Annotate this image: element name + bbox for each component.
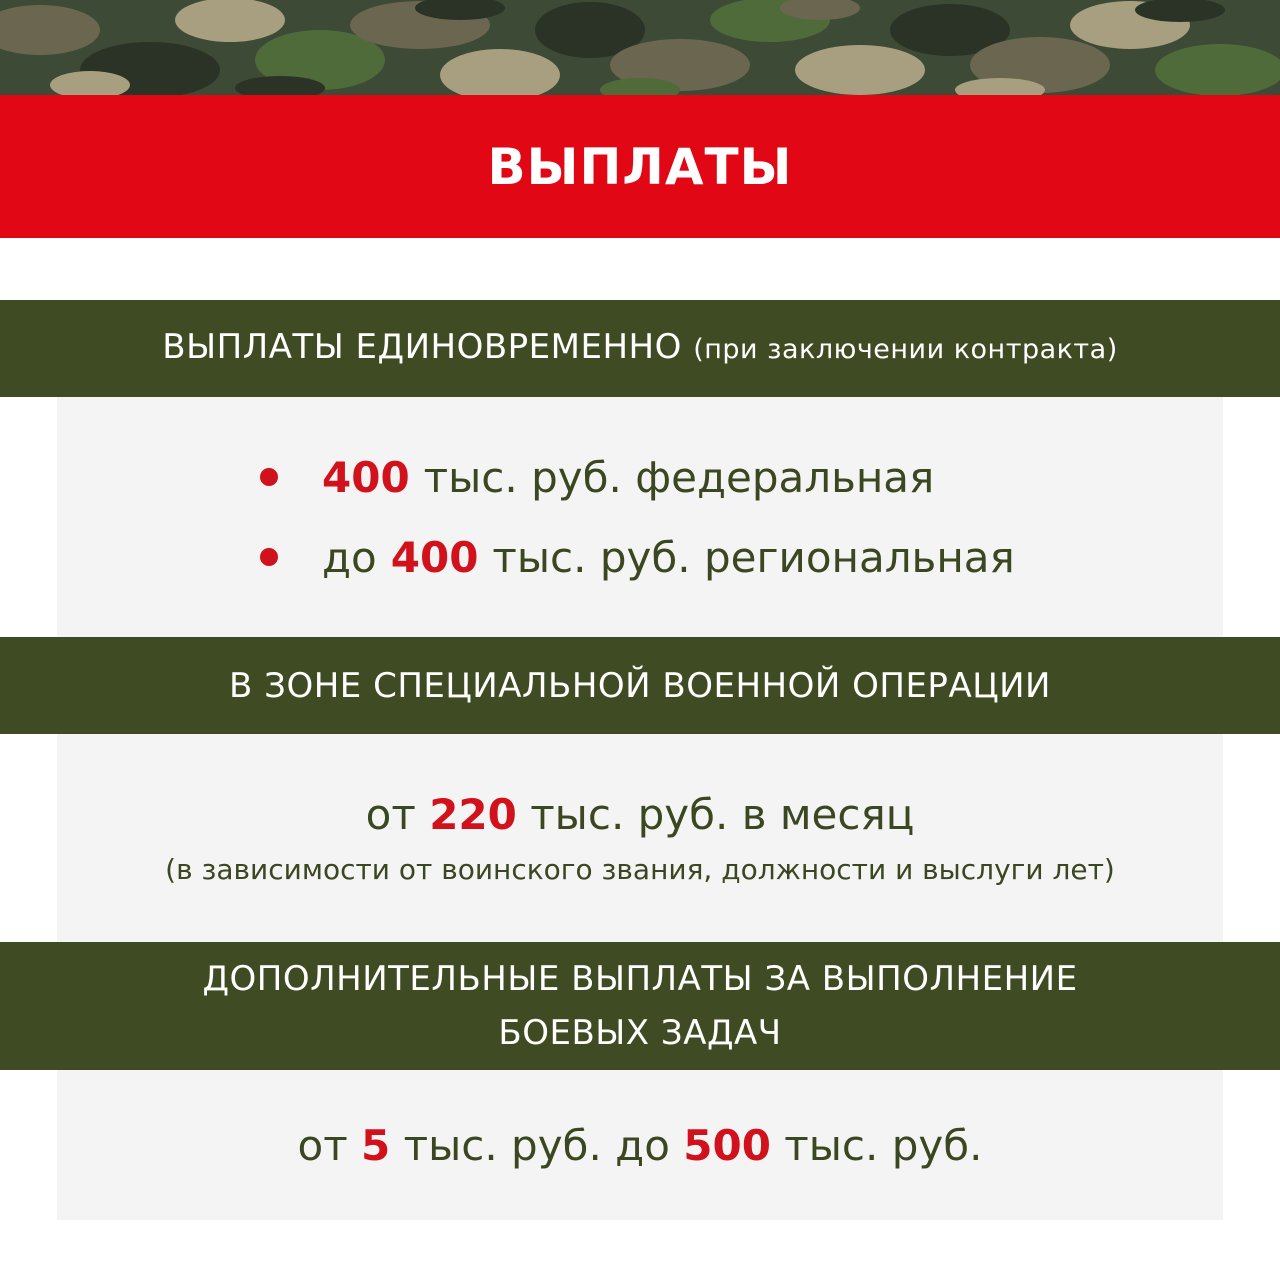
panel-one-time-payments (57, 397, 1223, 637)
amount: 400 (322, 452, 410, 502)
amount-suffix: тыс. руб. федеральная (423, 452, 935, 502)
camouflage-strip (0, 0, 1280, 95)
amount-from: 5 (361, 1120, 391, 1170)
panel-svo-payments (57, 734, 1223, 942)
amount: 400 (390, 532, 479, 582)
amount-prefix: до (322, 532, 377, 582)
panel-combat-payments (57, 1070, 1223, 1220)
amount-prefix: от (365, 790, 416, 839)
amount-middle: тыс. руб. до (403, 1120, 670, 1170)
amount-to: 500 (683, 1120, 771, 1170)
heading-note: (при заключении контракта) (693, 334, 1118, 365)
section-header-combat-tasks (0, 942, 1280, 1070)
amount-suffix: тыс. руб. в месяц (530, 790, 915, 839)
title-banner (0, 95, 1280, 238)
page-title: ВЫПЛАТЫ (487, 137, 793, 196)
bullet-icon (260, 468, 278, 486)
amount-prefix: от (297, 1120, 348, 1170)
amount: 220 (429, 790, 517, 839)
amount-note: (в зависимости от воинского звания, должности и выслуги лет) (165, 853, 1115, 886)
bullet-icon (260, 548, 278, 566)
section-heading: В ЗОНЕ СПЕЦИАЛЬНОЙ ВОЕННОЙ ОПЕРАЦИИ (229, 665, 1051, 706)
amount-suffix: тыс. руб. (784, 1120, 983, 1170)
section-header-one-time (0, 300, 1280, 397)
list-item (260, 517, 1020, 597)
section-header-svo (0, 637, 1280, 734)
section-heading-line1: ДОПОЛНИТЕЛЬНЫЕ ВЫПЛАТЫ ЗА ВЫПОЛНЕНИЕ (202, 959, 1078, 999)
monthly-amount-line (366, 790, 915, 839)
range-amount-line (298, 1121, 983, 1170)
amount-suffix: тыс. руб. региональная (492, 532, 1015, 582)
list-item (260, 437, 1020, 517)
bullet-list (260, 437, 1020, 597)
heading-text: ВЫПЛАТЫ ЕДИНОВРЕМЕННО (162, 327, 682, 367)
section-heading (162, 320, 1118, 377)
section-heading-line2: БОЕВЫХ ЗАДАЧ (498, 1013, 782, 1053)
camouflage-pattern (0, 0, 1280, 95)
